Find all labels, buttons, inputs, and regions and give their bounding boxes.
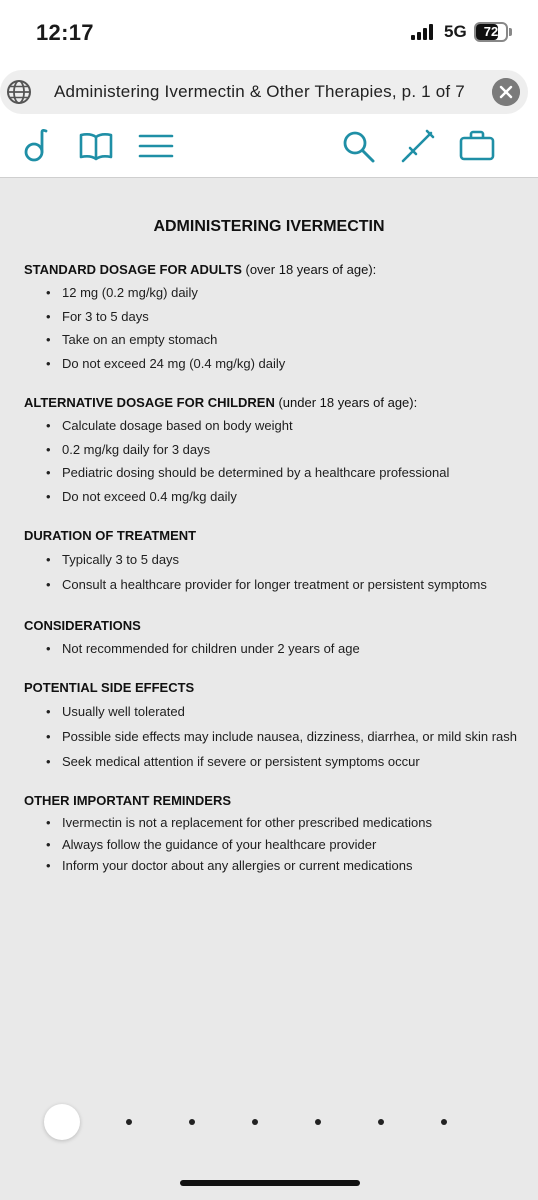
page-title: Administering Ivermectin & Other Therapies, p. 1 of 7 [54, 82, 465, 101]
list-item: • Do not exceed 24 mg (0.4 mg/kg) daily [46, 352, 524, 376]
list-item: • Pediatric dosing should be determined by a healthcare professional [46, 461, 524, 485]
drug-logo-icon[interactable] [20, 128, 56, 164]
list-item: • Not recommended for children under 2 years of age [46, 637, 524, 660]
list-item: • For 3 to 5 days [46, 305, 524, 329]
list-item: • Always follow the guidance of your healthcare provider [46, 834, 524, 856]
page-dot[interactable] [378, 1119, 384, 1125]
section-heading [24, 528, 524, 543]
list-item: • Usually well tolerated [46, 699, 524, 724]
section-heading [24, 680, 524, 695]
section-heading [24, 395, 524, 410]
home-indicator[interactable] [180, 1180, 360, 1186]
list-item: • 12 mg (0.2 mg/kg) daily [46, 281, 524, 305]
globe-icon [6, 79, 32, 105]
section-heading-bold: OTHER IMPORTANT REMINDERS [24, 793, 232, 808]
page-dot[interactable] [315, 1119, 321, 1125]
section-heading-bold: ALTERNATIVE DOSAGE FOR CHILDREN [24, 395, 275, 410]
page-dot[interactable] [252, 1119, 258, 1125]
section-heading [24, 262, 524, 277]
page-dot[interactable] [126, 1119, 132, 1125]
book-icon[interactable] [78, 128, 114, 164]
list-item: • Calculate dosage based on body weight [46, 414, 524, 438]
section-heading-bold: CONSIDERATIONS [24, 618, 141, 633]
status-time: 12:17 [36, 20, 94, 45]
network-type: 5G [444, 22, 467, 41]
section-considerations [24, 618, 524, 660]
url-bar[interactable] [0, 70, 528, 114]
list-item: • 0.2 mg/kg daily for 3 days [46, 438, 524, 462]
section-heading [24, 618, 524, 633]
list-item: • Consult a healthcare provider for longer treatment or persistent symptoms [46, 572, 524, 597]
section-heading-bold: STANDARD DOSAGE FOR ADULTS [24, 262, 242, 277]
section-heading [24, 793, 524, 808]
list-item: • Seek medical attention if severe or persistent symptoms occur [46, 749, 524, 774]
section-children-dosage [24, 395, 524, 508]
battery-icon [474, 22, 512, 42]
menu-icon[interactable] [138, 128, 174, 164]
page-dot-active[interactable] [44, 1104, 80, 1140]
section-heading-note: (over 18 years of age): [241, 262, 377, 277]
section-duration [24, 528, 524, 597]
section-adult-dosage [24, 262, 524, 375]
page-dot[interactable] [441, 1119, 447, 1125]
section-heading-bold: DURATION OF TREATMENT [24, 528, 197, 543]
list-item: • Possible side effects may include nausea, dizziness, diarrhea, or mild skin rash [46, 724, 524, 749]
document-title: ADMINISTERING IVERMECTIN [153, 218, 385, 235]
list-item: • Take on an empty stomach [46, 328, 524, 352]
app-header [0, 0, 538, 178]
section-heading-bold: POTENTIAL SIDE EFFECTS [24, 680, 195, 695]
close-icon[interactable] [492, 78, 520, 106]
status-bar [0, 0, 538, 64]
briefcase-icon[interactable] [459, 128, 495, 164]
list-item: • Inform your doctor about any allergies or current medications [46, 855, 524, 877]
section-reminders [24, 793, 524, 877]
section-side-effects [24, 680, 524, 774]
cellular-signal-icon [411, 24, 437, 40]
stethoscope-icon[interactable] [400, 128, 436, 164]
list-item: • Typically 3 to 5 days [46, 547, 524, 572]
list-item: • Ivermectin is not a replacement for other prescribed medications [46, 812, 524, 834]
section-heading-note: (under 18 years of age): [274, 395, 418, 410]
page-dot[interactable] [189, 1119, 195, 1125]
list-item: • Do not exceed 0.4 mg/kg daily [46, 485, 524, 509]
search-icon[interactable] [340, 128, 376, 164]
page-indicator[interactable] [0, 1100, 538, 1144]
battery-level: 72 [483, 24, 499, 39]
